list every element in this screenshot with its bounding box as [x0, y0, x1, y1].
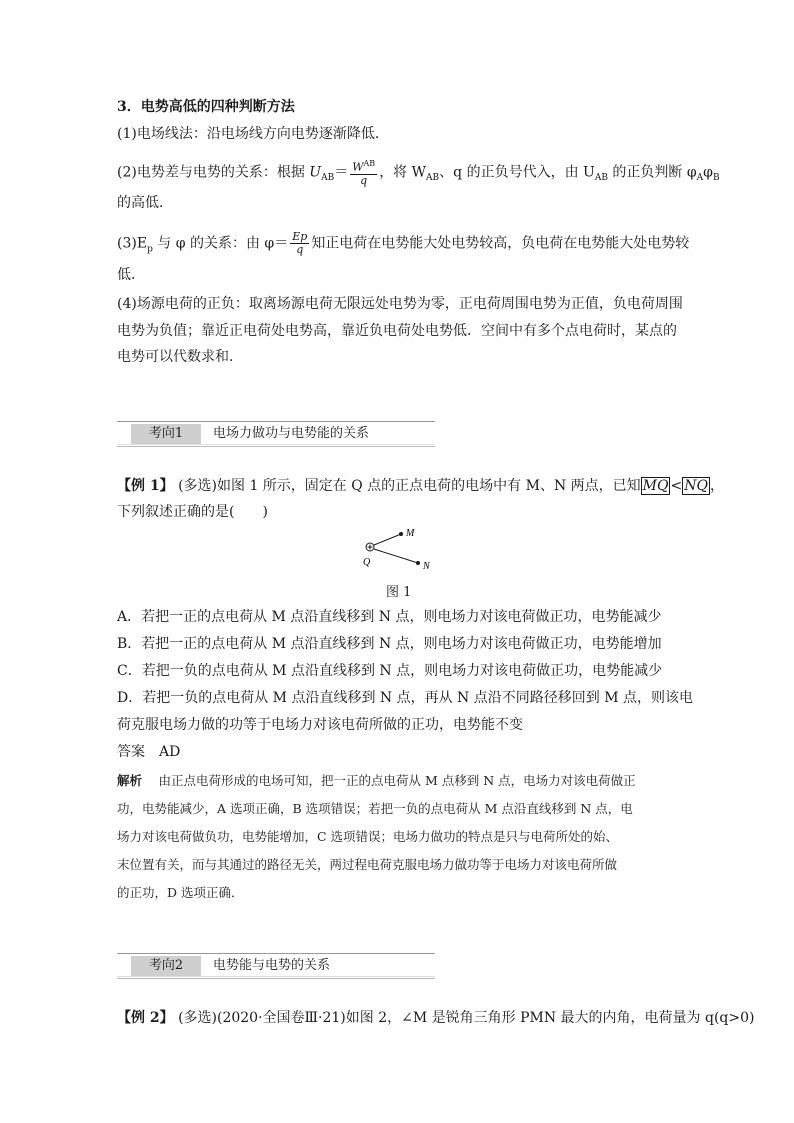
topic-heading-1: [117, 421, 435, 447]
line-qm: [374, 534, 401, 545]
option-a: A．若把一正的点电荷从 M 点沿直线移到 N 点，则电场力对该电荷做正功，电势能减少: [117, 609, 662, 625]
analysis-line2: 功，电势能减少，A 选项正确，B 选项错误；若把一负的点电荷从 M 点沿直线移到 N 点，电: [117, 801, 633, 816]
method-1: (1)电场线法：沿电场线方向电势逐渐降低．: [117, 126, 389, 142]
analysis-line4: 末位置有关，而与其通过的路径无关，两过程电荷克服电场力做功等于电场力对该电荷所做: [117, 857, 618, 872]
method-3-cont: 低．: [117, 267, 145, 283]
analysis-line5: 的正功，D 选项正确．: [117, 885, 244, 900]
analysis-line3: 场力对该电荷做负功，电势能增加，C 选项错误；电场力做功的特点是只与电荷所处的始、: [117, 829, 619, 844]
fraction-w-over-q: $\frac{W^{AB}}{q}$: [352, 159, 376, 187]
point-n: [416, 561, 420, 565]
label-m: M: [406, 528, 415, 539]
label-q: Q: [363, 557, 371, 568]
figure-1-diagram: [360, 525, 440, 575]
example-2-stem: 【例 2】 (多选)(2020·全国卷Ⅲ·21)如图 2，∠M 是锐角三角形 PMN 最大的内角，电荷量为 q(q>0): [117, 1010, 755, 1026]
point-m: [399, 532, 403, 536]
topic-title: 电场力做功与电势能的关系: [213, 426, 370, 441]
topic-title: 电势能与电势的关系: [213, 958, 331, 973]
section-title: 3．电势高低的四种判断方法: [117, 99, 295, 115]
label-n: N: [423, 561, 430, 572]
method-2: (2)电势差与电势的关系：根据 $U_{AB}=$ $\frac{W^{AB}}{q}$ ，将 $W_{AB}$、q 的正负号代入，由 $U_{AB}$ 的正负判断 $\varphi_A\varphi_B$: [117, 159, 720, 187]
option-d-line2: 荷克服电场力做的功等于电场力对该电荷所做的正功，电势能不变: [117, 717, 523, 733]
topic-tag: 考向1: [131, 424, 201, 444]
topic-heading-2: [117, 953, 435, 979]
option-c: C．若把一负的点电荷从 M 点沿直线移到 N 点，则电场力对该电荷做正功，电势能减少: [117, 663, 663, 679]
nq-box: NQ: [684, 478, 708, 494]
method-3: $(3)E_p$ 与 φ 的关系：由 φ＝ $\frac{Ep}{q}$ 知正电荷在电势能大处电势较高，负电荷在电势能大处电势较: [117, 230, 690, 256]
mq-box: MQ: [642, 478, 669, 494]
method-2-cont: 的高低．: [117, 195, 173, 211]
option-d-line1: D．若把一负的点电荷从 M 点沿直线移到 N 点，再从 N 点沿不同路径移回到 M 点，则该电: [117, 690, 693, 706]
topic-tag: 考向2: [131, 956, 201, 976]
figure-1-caption: 图 1: [386, 585, 412, 600]
line-qn: [374, 549, 418, 563]
method-4-line2: 电势为负值；靠近正电荷处电势高，靠近负电荷处电势低．空间中有多个点电荷时，某点的: [117, 323, 677, 339]
analysis-line1: 解析 由正点电荷形成的电场可知，把一正的点电荷从 M 点移到 N 点，电场力对该电荷做正: [117, 773, 636, 788]
answer-line: 答案 AD: [117, 744, 181, 760]
example-1-stem: 【例 1】 (多选)如图 1 所示，固定在 Q 点的正点电荷的电场中有 M、N 两点，已知 MQ < NQ ，: [117, 478, 724, 494]
fraction-ep-over-q: $\frac{Ep}{q}$: [292, 230, 308, 256]
example-1-stem-2: 下列叙述正确的是( ): [117, 504, 268, 520]
method-4-line3: 电势可以代数求和．: [117, 349, 243, 365]
option-b: B．若把一正的点电荷从 M 点沿直线移到 N 点，则电场力对该电荷做正功，电势能增加: [117, 636, 662, 652]
method-4-line1: (4)场源电荷的正负：取离场源电荷无限远处电势为零，正电荷周围电势为正值，负电荷周围: [117, 296, 683, 312]
